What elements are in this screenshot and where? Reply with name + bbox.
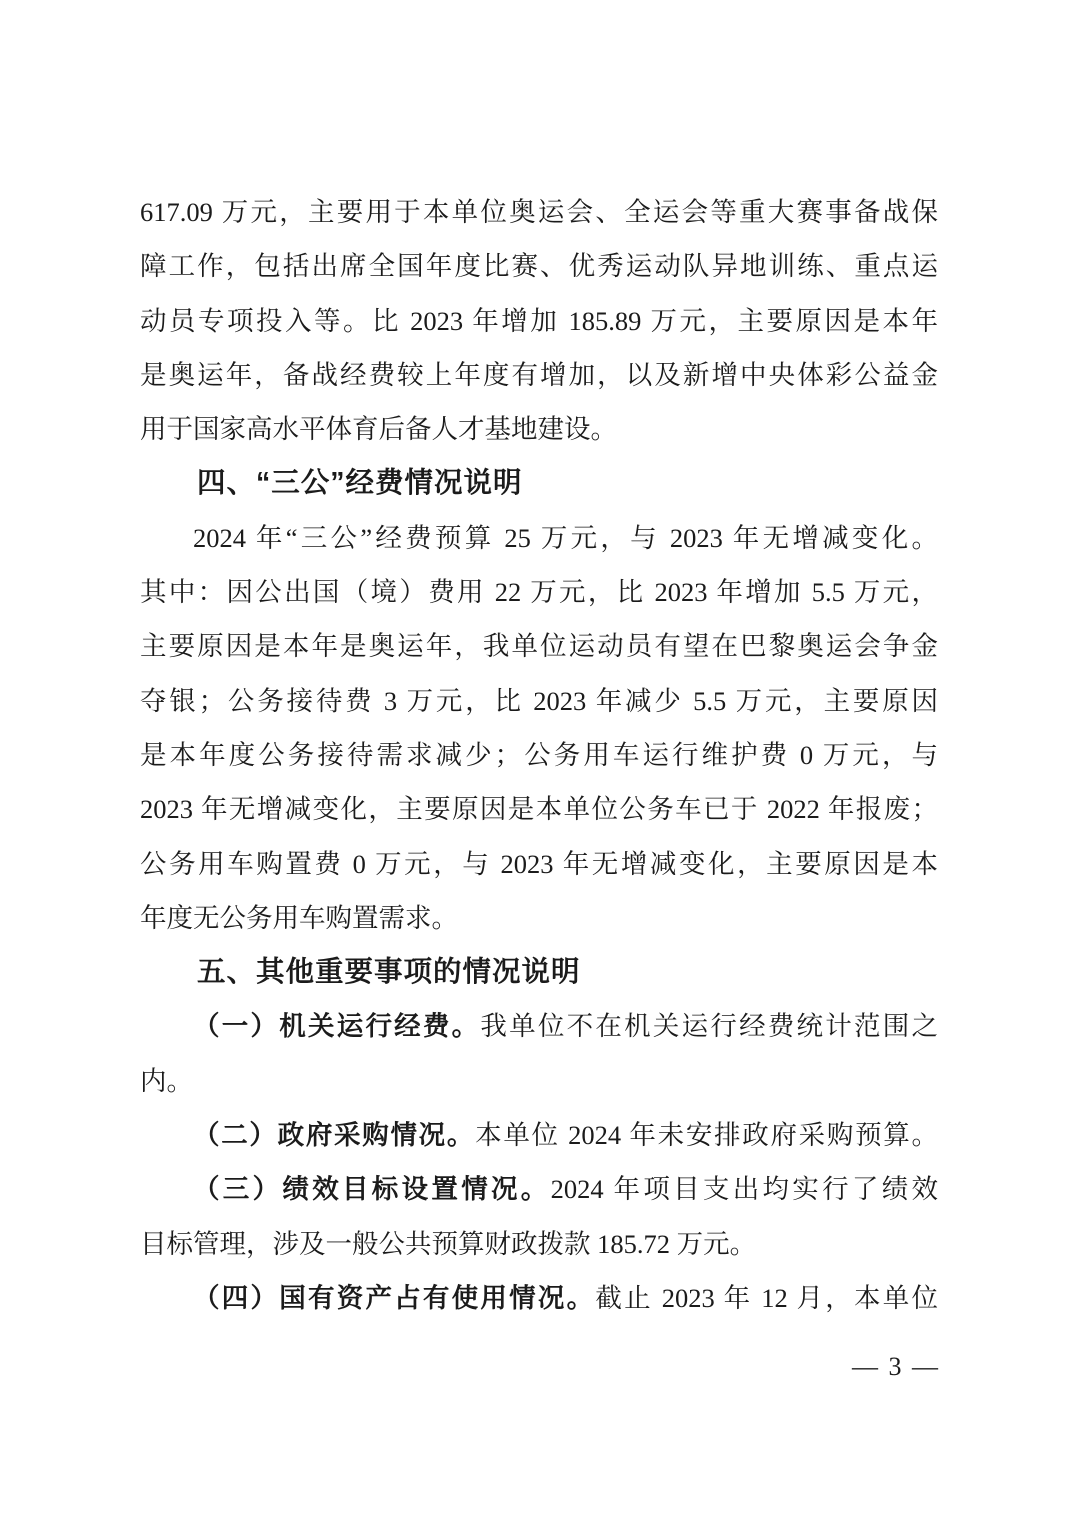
subsection-title: （二）政府采购情况。 xyxy=(193,1120,476,1151)
body-line: 用于国家高水平体育后备人才基地建设。 xyxy=(140,414,617,445)
body-line: 主要原因是本年是奥运年，我单位运动员有望在巴黎奥运会争金 xyxy=(140,631,938,662)
body-text: 2024 年项目支出均实行了绩效 xyxy=(550,1174,938,1205)
body-line: 动员专项投入等。比 2023 年增加 185.89 万元，主要原因是本年 xyxy=(140,305,938,336)
body-line xyxy=(140,1108,938,1162)
body-line xyxy=(140,1162,938,1216)
body-text: 本单位 2024 年未安排政府采购预算。 xyxy=(475,1120,938,1151)
body-line: 障工作，包括出席全国年度比赛、优秀运动队异地训练、重点运 xyxy=(140,251,938,282)
body-line: 2023 年无增减变化，主要原因是本单位公务车已于 2022 年报废； xyxy=(140,794,938,825)
body-line: 夺银；公务接待费 3 万元，比 2023 年减少 5.5 万元，主要原因 xyxy=(140,685,938,716)
page-number: — 3 — xyxy=(852,1352,940,1381)
subsection-title: （一）机关运行经费。 xyxy=(193,1011,481,1042)
body-line: 是奥运年，备战经费较上年度有增加，以及新增中央体彩公益金 xyxy=(140,359,938,390)
body-line: 2024 年“三公”经费预算 25 万元，与 2023 年无增减变化。 xyxy=(193,522,938,553)
body-line: 公务用车购置费 0 万元，与 2023 年无增减变化，主要原因是本 xyxy=(140,848,938,879)
body-line xyxy=(140,999,938,1053)
section-heading-other-matters: 五、其他重要事项的情况说明 xyxy=(197,956,581,989)
body-text: 我单位不在机关运行经费统计范围之 xyxy=(480,1011,938,1042)
body-line: 617.09 万元，主要用于本单位奥运会、全运会等重大赛事备战保 xyxy=(140,197,938,227)
body-line xyxy=(140,1271,938,1325)
body-line: 年度无公务用车购置需求。 xyxy=(140,902,458,933)
body-text: 截止 2023 年 12 月，本单位 xyxy=(595,1282,938,1313)
body-line: 其中：因公出国（境）费用 22 万元，比 2023 年增加 5.5 万元， xyxy=(140,577,938,608)
section-heading-sangong-fees: 四、“三公”经费情况说明 xyxy=(197,467,523,500)
subsection-title: （三）绩效目标设置情况。 xyxy=(193,1174,551,1205)
subsection-title: （四）国有资产占有使用情况。 xyxy=(193,1282,596,1313)
body-line: 是本年度公务接待需求减少；公务用车运行维护费 0 万元，与 xyxy=(140,739,938,770)
body-line: 目标管理，涉及一般公共预算财政拨款 185.72 万元。 xyxy=(140,1228,757,1259)
body-line: 内。 xyxy=(140,1065,193,1096)
document-body xyxy=(140,185,938,1325)
